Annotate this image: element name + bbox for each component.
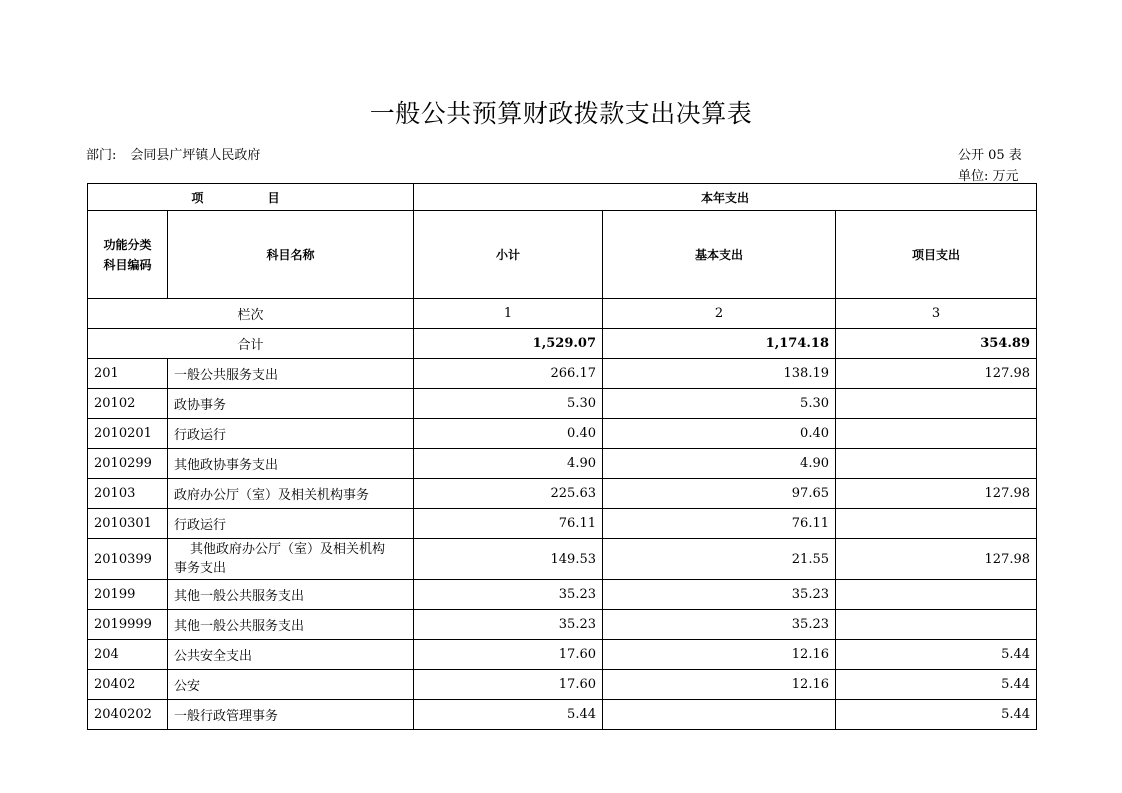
row-name: 公安 bbox=[168, 670, 414, 700]
table-row bbox=[88, 670, 1037, 700]
header-row-2 bbox=[88, 211, 1037, 299]
row-name: 一般公共服务支出 bbox=[168, 359, 414, 389]
row-basic: 21.55 bbox=[603, 539, 836, 580]
row-subtotal: 17.60 bbox=[414, 670, 603, 700]
row-code: 204 bbox=[88, 640, 168, 670]
row-code: 2040202 bbox=[88, 700, 168, 730]
header-name: 科目名称 bbox=[168, 211, 414, 299]
row-subtotal: 35.23 bbox=[414, 580, 603, 610]
table-row bbox=[88, 389, 1037, 419]
row-project: 127.98 bbox=[836, 359, 1037, 389]
row-subtotal: 0.40 bbox=[414, 419, 603, 449]
table-row bbox=[88, 359, 1037, 389]
row-project bbox=[836, 580, 1037, 610]
row-basic: 12.16 bbox=[603, 640, 836, 670]
row-code: 20402 bbox=[88, 670, 168, 700]
row-subtotal: 5.30 bbox=[414, 389, 603, 419]
row-subtotal: 149.53 bbox=[414, 539, 603, 580]
table-row bbox=[88, 640, 1037, 670]
header-basic: 基本支出 bbox=[603, 211, 836, 299]
row-basic: 35.23 bbox=[603, 580, 836, 610]
header-code: 功能分类 科目编码 bbox=[88, 211, 168, 299]
row-basic: 12.16 bbox=[603, 670, 836, 700]
row-name bbox=[168, 539, 414, 580]
header-project: 项目支出 bbox=[836, 211, 1037, 299]
header-row-1 bbox=[88, 184, 1037, 211]
row-subtotal: 35.23 bbox=[414, 610, 603, 640]
column-number-1: 1 bbox=[414, 299, 603, 329]
table-row bbox=[88, 700, 1037, 730]
row-subtotal: 266.17 bbox=[414, 359, 603, 389]
header-subtotal: 小计 bbox=[414, 211, 603, 299]
table-row bbox=[88, 479, 1037, 509]
row-project: 5.44 bbox=[836, 640, 1037, 670]
row-name: 其他一般公共服务支出 bbox=[168, 610, 414, 640]
table-row bbox=[88, 580, 1037, 610]
row-basic: 97.65 bbox=[603, 479, 836, 509]
column-number-row bbox=[88, 299, 1037, 329]
row-name: 行政运行 bbox=[168, 419, 414, 449]
row-code: 20199 bbox=[88, 580, 168, 610]
table-row bbox=[88, 539, 1037, 580]
row-name: 政协事务 bbox=[168, 389, 414, 419]
column-number-3: 3 bbox=[836, 299, 1037, 329]
row-basic: 35.23 bbox=[603, 610, 836, 640]
row-code: 201 bbox=[88, 359, 168, 389]
row-subtotal: 225.63 bbox=[414, 479, 603, 509]
row-basic: 5.30 bbox=[603, 389, 836, 419]
row-subtotal: 76.11 bbox=[414, 509, 603, 539]
total-subtotal: 1,529.07 bbox=[414, 329, 603, 359]
row-code: 2010201 bbox=[88, 419, 168, 449]
row-code: 2019999 bbox=[88, 610, 168, 640]
total-basic: 1,174.18 bbox=[603, 329, 836, 359]
row-project bbox=[836, 389, 1037, 419]
row-subtotal: 4.90 bbox=[414, 449, 603, 479]
department-line bbox=[86, 144, 260, 163]
row-project bbox=[836, 610, 1037, 640]
table-row bbox=[88, 449, 1037, 479]
row-code: 20102 bbox=[88, 389, 168, 419]
row-code: 2010301 bbox=[88, 509, 168, 539]
row-project bbox=[836, 449, 1037, 479]
row-project: 5.44 bbox=[836, 670, 1037, 700]
row-name: 行政运行 bbox=[168, 509, 414, 539]
row-basic: 0.40 bbox=[603, 419, 836, 449]
column-label: 栏次 bbox=[88, 299, 414, 329]
department-label: 部门: bbox=[86, 148, 117, 163]
row-name: 一般行政管理事务 bbox=[168, 700, 414, 730]
row-name-line-2: 事务支出 bbox=[174, 561, 227, 576]
row-project: 127.98 bbox=[836, 479, 1037, 509]
row-code: 2010299 bbox=[88, 449, 168, 479]
row-subtotal: 5.44 bbox=[414, 700, 603, 730]
row-basic: 138.19 bbox=[603, 359, 836, 389]
table-row bbox=[88, 509, 1037, 539]
header-item: 项 目 bbox=[88, 184, 414, 211]
row-code: 2010399 bbox=[88, 539, 168, 580]
row-name-line-1: 其他政府办公厅（室）及相关机构 bbox=[190, 542, 386, 557]
table-row bbox=[88, 610, 1037, 640]
row-name: 其他一般公共服务支出 bbox=[168, 580, 414, 610]
row-name: 公共安全支出 bbox=[168, 640, 414, 670]
row-name: 其他政协事务支出 bbox=[168, 449, 414, 479]
row-project bbox=[836, 509, 1037, 539]
unit-label: 单位: 万元 bbox=[958, 169, 1019, 184]
row-name: 政府办公厅（室）及相关机构事务 bbox=[168, 479, 414, 509]
header-current-year: 本年支出 bbox=[414, 184, 1037, 211]
total-label: 合计 bbox=[88, 329, 414, 359]
row-subtotal: 17.60 bbox=[414, 640, 603, 670]
row-basic: 76.11 bbox=[603, 509, 836, 539]
page-title: 一般公共预算财政拨款支出决算表 bbox=[369, 99, 753, 128]
row-basic: 4.90 bbox=[603, 449, 836, 479]
column-number-2: 2 bbox=[603, 299, 836, 329]
total-row bbox=[88, 329, 1037, 359]
row-basic bbox=[603, 700, 836, 730]
total-project: 354.89 bbox=[836, 329, 1037, 359]
row-project bbox=[836, 419, 1037, 449]
department-name: 会同县广坪镇人民政府 bbox=[130, 148, 261, 163]
row-project: 5.44 bbox=[836, 700, 1037, 730]
table-row bbox=[88, 419, 1037, 449]
row-code: 20103 bbox=[88, 479, 168, 509]
row-project: 127.98 bbox=[836, 539, 1037, 580]
expenditure-table bbox=[87, 183, 1037, 730]
form-number: 公开 05 表 bbox=[958, 148, 1022, 163]
